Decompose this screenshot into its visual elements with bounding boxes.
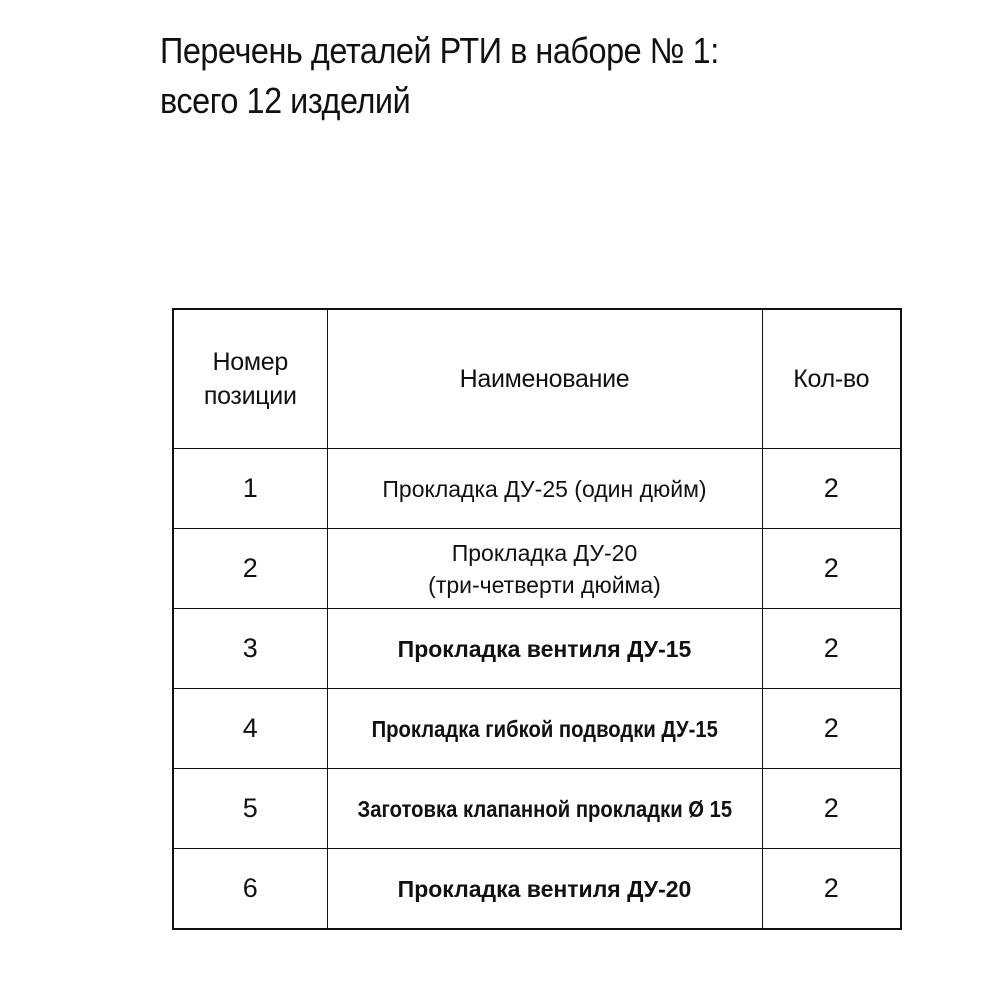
row-quantity: 2 xyxy=(762,689,901,769)
column-header-position xyxy=(173,309,327,449)
title-line-2: всего 12 изделий xyxy=(160,80,411,121)
row-name-cell xyxy=(327,529,762,609)
row-position: 6 xyxy=(173,849,327,930)
page-title xyxy=(160,26,719,126)
row-position: 2 xyxy=(173,529,327,609)
row-name-cell xyxy=(327,849,762,930)
row-name-cell xyxy=(327,689,762,769)
table-row xyxy=(173,689,901,769)
table-row xyxy=(173,529,901,609)
row-position: 4 xyxy=(173,689,327,769)
row-position: 5 xyxy=(173,769,327,849)
row-name: Прокладка вентиля ДУ-20 xyxy=(397,875,692,902)
row-name: Прокладка ДУ-20 (три-четверти дюйма) xyxy=(428,539,661,598)
row-name: Прокладка гибкой подводки ДУ-15 xyxy=(371,715,718,742)
column-header-name xyxy=(327,309,762,449)
row-name: Прокладка вентиля ДУ-15 xyxy=(397,635,692,662)
table-row xyxy=(173,849,901,930)
column-header-quantity-label: Кол-во xyxy=(793,365,870,393)
title-line-1: Перечень деталей РТИ в наборе № 1: xyxy=(160,30,719,71)
row-quantity: 2 xyxy=(762,449,901,529)
table-header-row xyxy=(173,309,901,449)
row-name-cell xyxy=(327,449,762,529)
row-quantity: 2 xyxy=(762,769,901,849)
parts-table xyxy=(172,308,902,930)
column-header-position-label: Номер позиции xyxy=(203,348,297,410)
table-row xyxy=(173,449,901,529)
column-header-name-label: Наименование xyxy=(459,365,630,393)
row-name-cell xyxy=(327,609,762,689)
row-name: Прокладка ДУ-25 (один дюйм) xyxy=(382,475,707,502)
row-position: 1 xyxy=(173,449,327,529)
row-position: 3 xyxy=(173,609,327,689)
table-row xyxy=(173,769,901,849)
row-name: Заготовка клапанной прокладки Ø 15 xyxy=(357,795,732,822)
row-quantity: 2 xyxy=(762,849,901,930)
row-name-cell xyxy=(327,769,762,849)
row-quantity: 2 xyxy=(762,529,901,609)
table-row xyxy=(173,609,901,689)
row-quantity: 2 xyxy=(762,609,901,689)
column-header-quantity xyxy=(762,309,901,449)
